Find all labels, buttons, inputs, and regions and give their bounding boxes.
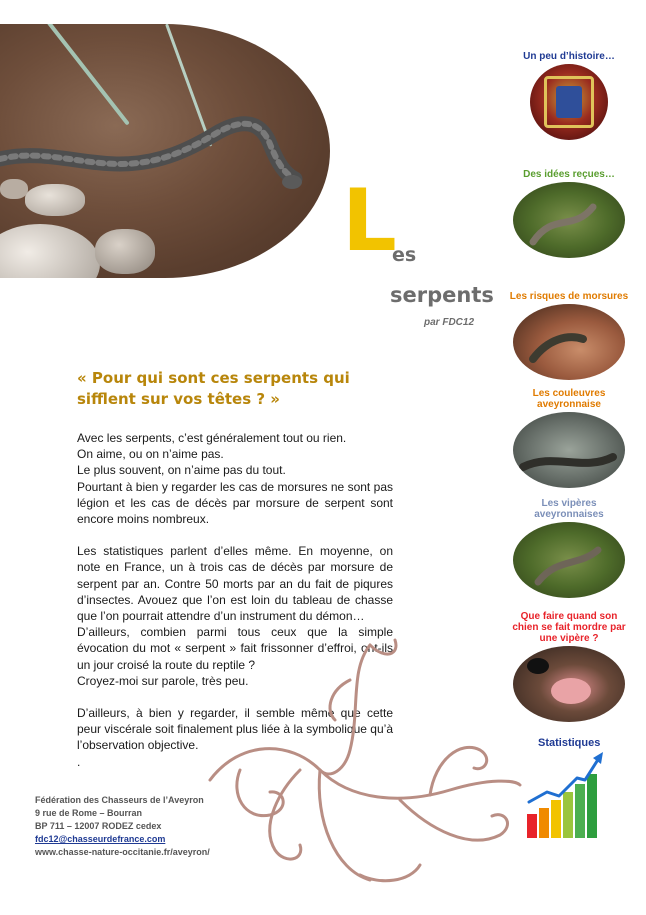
body-line: Le plus souvent, on n’aime pas du tout.: [77, 463, 286, 478]
pull-quote: « Pour qui sont ces serpents qui sifflent sur vos têtes ? »: [77, 369, 350, 408]
decorative-flourish: [200, 620, 530, 900]
grass-snake-image: [513, 412, 625, 488]
body-text: D’ailleurs, combien parmi tous ceux que la simple évocation du mot « serpent » fait frissonner d’effroi, ont-ils un jour croisé la route du reptile ?: [77, 625, 393, 672]
street-address: 9 rue de Rome – Bourran: [35, 808, 143, 818]
stats-growth-icon: [525, 752, 605, 840]
sidebar-label: Des idées reçues…: [523, 169, 615, 180]
sidebar-item-chien-mordu[interactable]: [509, 611, 629, 722]
title-word-serpents: serpents: [390, 283, 494, 307]
sidebar-item-histoire[interactable]: [509, 40, 629, 140]
title-word-les: es: [392, 244, 417, 266]
body-line: Avec les serpents, c’est généralement tout ou rien.: [77, 431, 347, 445]
email-link[interactable]: fdc12@chasseurdefrance.com: [35, 834, 166, 844]
dog-image: [513, 646, 625, 722]
stats-bar: [551, 800, 561, 838]
stats-bar: [575, 784, 585, 838]
sidebar-item-idees-recues[interactable]: [509, 158, 629, 258]
title-initial: L: [342, 171, 397, 271]
snake-illustration: [0, 24, 330, 278]
sidebar-label: Que faire quand son chien se fait mordre par une vipère ?: [512, 611, 626, 644]
org-name: Fédération des Chasseurs de l’Aveyron: [35, 795, 204, 805]
body-line: Pourtant à bien y regarder les cas de morsures ne sont pas légion et les cas de décès par morsure de serpent sont encore moins nombreux.: [77, 479, 393, 527]
stats-bar: [587, 774, 597, 838]
stats-bar: [527, 814, 537, 838]
website-link[interactable]: www.chasse-nature-occitanie.fr/aveyron/: [35, 847, 210, 857]
address-block: [35, 794, 210, 859]
body-dot: .: [77, 754, 81, 769]
hero-snake-photo: [0, 24, 330, 278]
body-text: D’ailleurs, à bien y regarder, il semble même que cette peur viscérale soit finalement plus liée à la symbolique qu’à l’observation objective.: [77, 706, 393, 753]
author-byline: par FDC12: [424, 317, 475, 328]
sidebar-label: Les risques de morsures: [509, 291, 629, 302]
sidebar-item-viperes[interactable]: [509, 498, 629, 598]
snake-on-hand-image: [513, 304, 625, 380]
sidebar-item-couleuvres[interactable]: [509, 388, 629, 488]
medieval-manuscript-image: [530, 64, 608, 140]
stats-bar: [539, 808, 549, 838]
stats-label[interactable]: Statistiques: [538, 737, 601, 749]
sidebar-label: Un peu d’histoire…: [523, 51, 615, 62]
body-text: Croyez-moi sur parole, très peu.: [77, 673, 249, 688]
snake-in-grass-image: [513, 182, 625, 258]
sidebar-label: Les couleuvres aveyronnaise: [532, 388, 606, 410]
viper-image: [513, 522, 625, 598]
stats-bar: [563, 792, 573, 838]
body-text: Les statistiques parlent d’elles même. En moyenne, on note en France, un à trois cas de décès par morsure de serpent par an. Contre 50 morts par an du fait de piqures d’insectes. Avouez que l’on est loin du tableau de chasse que l’on pourrait attendre d’un instrument du démon…: [77, 544, 393, 624]
paragraph-1: [77, 430, 393, 527]
sidebar-label: Les vipères aveyronnaises: [534, 498, 604, 520]
body-line: On aime, ou on n’aime pas.: [77, 447, 224, 462]
sidebar-item-risques-morsures[interactable]: [509, 280, 629, 380]
city-address: BP 711 – 12007 RODEZ cedex: [35, 821, 162, 831]
